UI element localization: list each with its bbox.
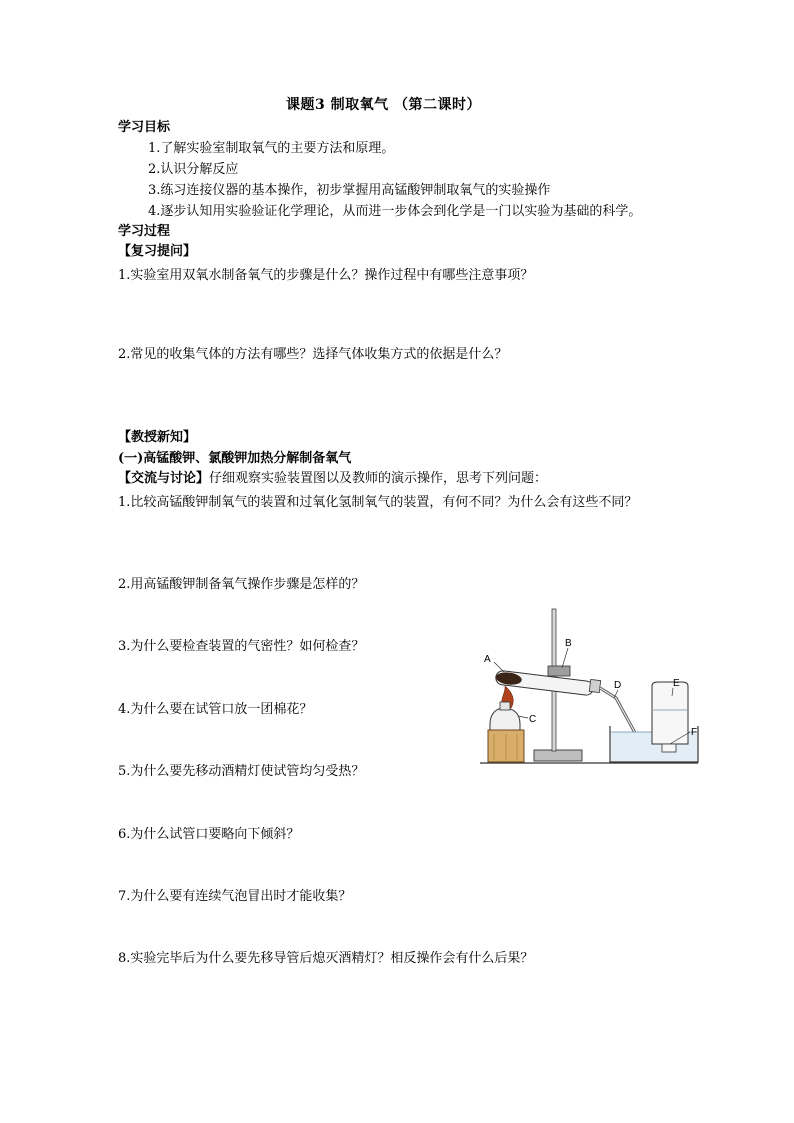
stand-base — [534, 750, 582, 761]
section-subheading: (一)高锰酸钾、氯酸钾加热分解制备氧气 — [118, 451, 352, 466]
stopper — [589, 679, 600, 692]
review-heading: 【复习提问】 — [118, 244, 197, 259]
process-heading: 学习过程 — [118, 224, 171, 239]
question-item: 3.为什么要检查装置的气密性？如何检查？ — [118, 639, 365, 654]
label-f: F — [691, 727, 698, 738]
alcohol-lamp — [490, 708, 520, 730]
question-item: 1.比较高锰酸钾制氧气的装置和过氧化氢制氧气的装置，有何不同？为什么会有这些不同？ — [118, 495, 638, 510]
objective-item: 3.练习连接仪器的基本操作，初步掌握用高锰酸钾制取氧气的实验操作 — [148, 183, 551, 198]
discussion-line — [118, 471, 547, 487]
objective-item: 2.认识分解反应 — [148, 162, 239, 177]
label-b: B — [565, 638, 572, 649]
clamp — [548, 666, 570, 676]
apparatus-figure — [476, 604, 702, 770]
bottle-neck — [662, 744, 676, 752]
label-a: A — [484, 654, 491, 665]
label-e: E — [673, 678, 680, 689]
label-c: C — [529, 714, 537, 725]
review-question: 2.常见的收集气体的方法有哪些？选择气体收集方式的依据是什么？ — [118, 347, 508, 362]
question-item: 4.为什么要在试管口放一团棉花？ — [118, 702, 313, 717]
new-knowledge-heading: 【教授新知】 — [118, 430, 197, 445]
collecting-bottle — [652, 682, 688, 744]
label-b-leader — [562, 648, 568, 668]
lamp-neck — [500, 702, 510, 710]
discussion-text: 仔细观察实验装置图以及教师的演示操作，思考下列问题： — [209, 471, 548, 486]
label-d: D — [614, 680, 622, 691]
review-question: 1.实验室用双氧水制备氧气的步骤是什么？操作过程中有哪些注意事项？ — [118, 268, 534, 283]
objective-item: 4.逐步认知用实验验证化学理论，从而进一步体会到化学是一门以实验为基础的科学。 — [148, 204, 642, 219]
question-item: 8.实验完毕后为什么要先移导管后熄灭酒精灯？相反操作会有什么后果？ — [118, 951, 534, 966]
question-item: 2.用高锰酸钾制备氧气操作步骤是怎样的？ — [118, 577, 365, 592]
page-title: 课题3 制取氧气 （第二课时） — [286, 97, 481, 113]
label-a-leader — [494, 662, 504, 672]
objectives-heading: 学习目标 — [118, 120, 171, 135]
question-item: 6.为什么试管口要略向下倾斜？ — [118, 827, 300, 842]
question-item: 5.为什么要先移动酒精灯使试管均匀受热？ — [118, 764, 365, 779]
question-item: 7.为什么要有连续气泡冒出时才能收集？ — [118, 889, 352, 904]
discussion-tag: 【交流与讨论】 — [118, 471, 210, 486]
objective-item: 1.了解实验室制取氧气的主要方法和原理。 — [148, 141, 395, 156]
